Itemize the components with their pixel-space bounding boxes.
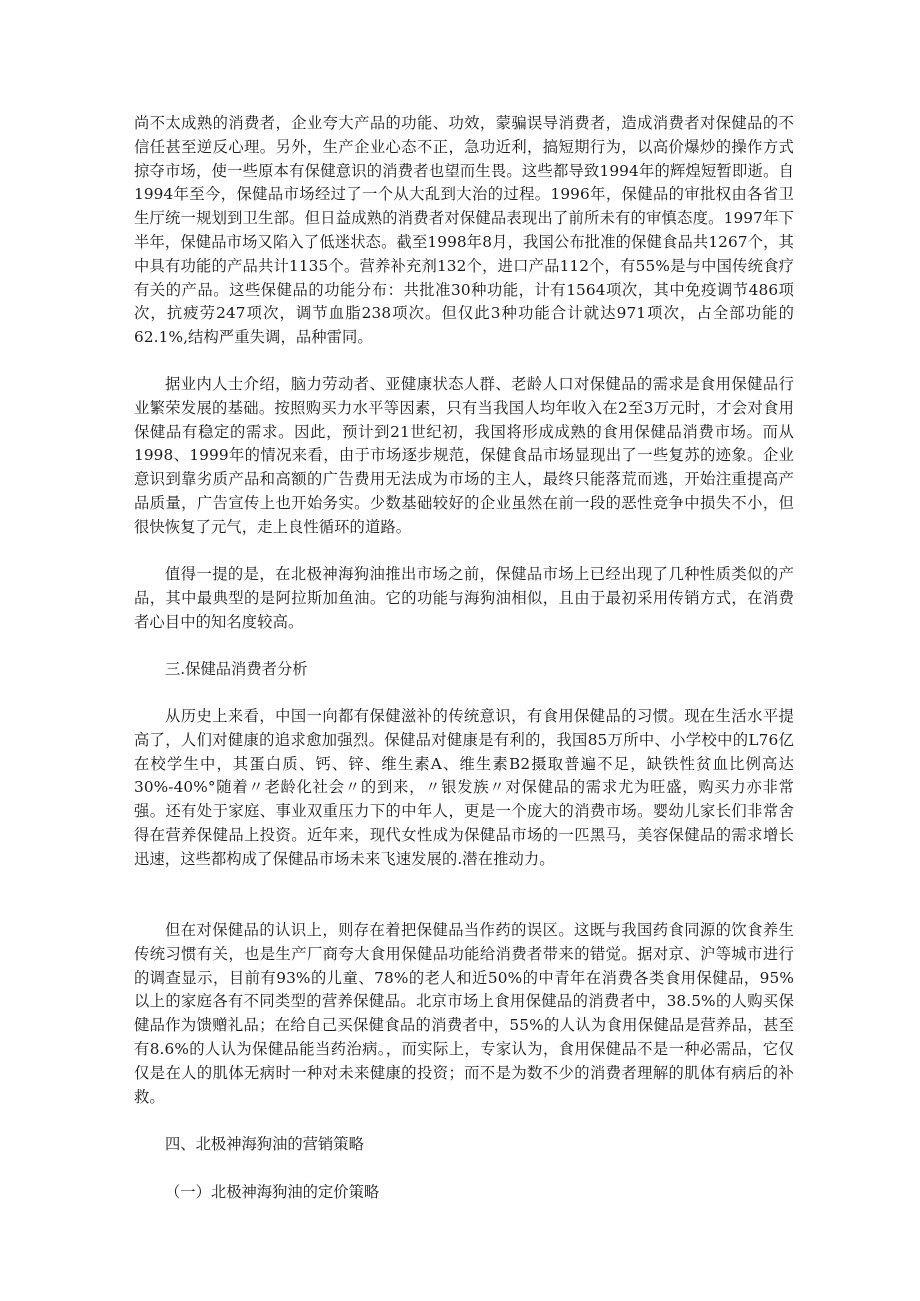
paragraph-consumer-misconception: 但在对保健品的认识上，则存在着把保健品当作药的误区。这既与我国药食同源的饮食养生传统习惯有关，也是生产厂商夸大食用保健品功能给消费者带来的错觉。据对京、沪等城市进行的调查显示，目前有93%的儿童、78%的老人和近50%的中青年在消费各类食用保健品，95%以上的家庭各有不同类型的营养保健品。北京市场上食用保健品的消费者中，38.5%的人购买保健品作为馈赠礼品；在给自己买保健食品的消费者中，55%的人认为食用保健品是营养品，甚至有8.6%的人认为保健品能当药治病。，而实际上，专家认为，食用保健品不是一种必需品，它仅仅是在人的肌体无病时一种对未来健康的投资；而不是为数不少的消费者理解的肌体有病后的补救。 — [134, 921, 794, 1106]
paragraph-competitor-note: 值得一提的是，在北极神海狗油推出市场之前，保健品市场上已经出现了几种性质类似的产品，其中最典型的是阿拉斯加鱼油。它的功能与海狗油相似，且由于最初采用传销方式，在消费者心目中的知名度较高。 — [134, 565, 794, 631]
paragraph-market-history: 尚不太成熟的消费者，企业夸大产品的功能、功效，蒙骗误导消费者，造成消费者对保健品的不信任甚至逆反心理。另外，生产企业心态不正，急功近利，搞短期行为，以高价爆炒的操作方式掠夺市场，使一些原本有保健意识的消费者也望而生畏。这些都导致1994年的辉煌短暂即逝。自1994年至今，保健品市场经过了一个从大乱到大治的过程。1996年，保健品的审批权由各省卫生厅统一规划到卫生部。但日益成熟的消费者对保健品表现出了前所未有的审慎态度。1997年下半年，保健品市场又陷入了低迷状态。截至1998年8月，我国公布批准的保健食品共1267个，其中具有功能的产品共计1135个。营养补充剂132个，进口产品112个，有55%是与中国传统食疗有关的产品。这些保健品的功能分布：共批准30种功能，计有1564项次，其中免疫调节486项次，抗疲劳247项次，调节血脂238项次。但仅此3种功能合计就达971项次，占全部功能的62.1%,结构严重失调，品种雷同。 — [134, 114, 794, 347]
section-heading-marketing-strategy: 四、北极神海狗油的营销策略 — [165, 1135, 364, 1153]
subsection-heading-pricing-strategy: （一）北极神海狗油的定价策略 — [165, 1183, 380, 1201]
paragraph-consumer-tradition: 从历史上来看，中国一向都有保健滋补的传统意识，有食用保健品的习惯。现在生活水平提高了，人们对健康的追求愈加强烈。保健品对健康是有利的，我国85万所中、小学校中的L76亿在校学生中，其蛋白质、钙、锌、维生素A、维生素B2摄取普遍不足，缺铁性贫血比例高达30%-40%°随着〃老龄化社会〃的到来，〃银发族〃对保健品的需求尤为旺盛，购买力亦非常强。还有处于家庭、事业双重压力下的中年人，更是一个庞大的消费市场。婴幼儿家长们非常舍得在营养保健品上投资。近年来，现代女性成为保健品市场的一匹黑马，美容保健品的需求增长迅速，这些都构成了保健品市场未来飞速发展的.潜在推动力。 — [134, 707, 794, 868]
section-heading-consumer-analysis: 三.保健品消费者分析 — [165, 660, 308, 678]
paragraph-industry-insight: 据业内人士介绍，脑力劳动者、亚健康状态人群、老龄人口对保健品的需求是食用保健品行业繁荣发展的基础。按照购买力水平等因素，只有当我国人均年收入在2至3万元时，才会对食用保健品有稳定的需求。因此，预计到21世纪初，我国将形成成熟的食用保健品消费市场。而从1998、1999年的情况来看，由于市场逐步规范，保健食品市场显现出了一些复苏的迹象。企业意识到靠劣质产品和高额的广告费用无法成为市场的主人，最终只能落荒而逃，开始注重提高产品质量，广告宣传上也开始务实。少数基础较好的企业虽然在前一段的恶性竞争中损失不小，但很快恢复了元气，走上良性循环的道路。 — [134, 375, 794, 536]
